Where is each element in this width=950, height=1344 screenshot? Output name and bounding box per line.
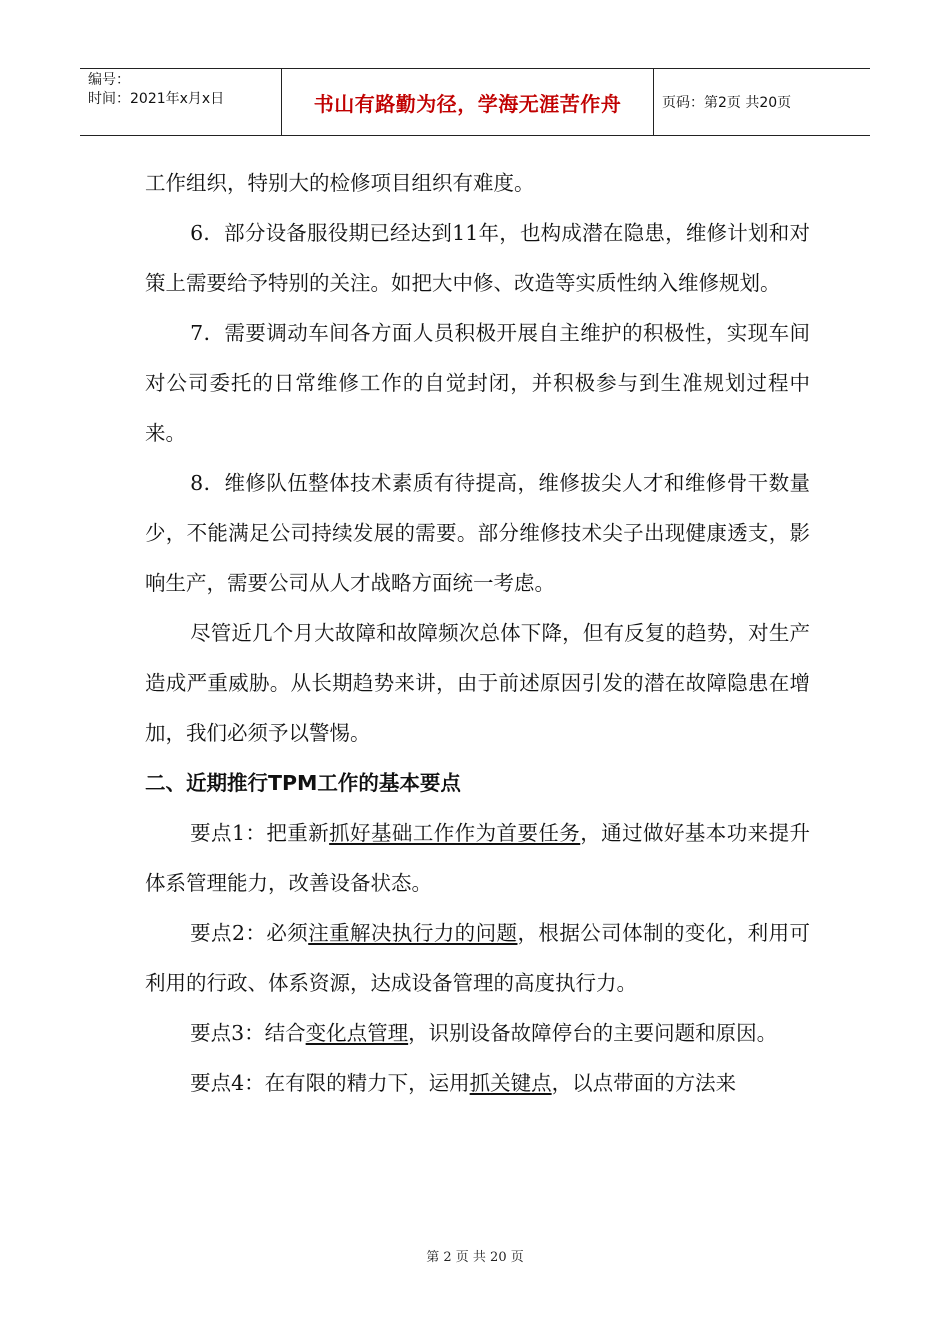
key-point-2 xyxy=(145,908,810,1008)
paragraph: 工作组织，特别大的检修项目组织有难度。 xyxy=(145,171,535,195)
key-point-emphasis: 变化点管理 xyxy=(305,1021,409,1045)
paragraph: 8．维修队伍整体技术素质有待提高，维修拔尖人才和维修骨干数量少，不能满足公司持续发展的需要。部分维修技术尖子出现健康透支，影响生产，需要公司从人才战略方面统一考虑。 xyxy=(145,471,810,595)
key-point-text: 要点1：把重新 xyxy=(190,821,330,845)
header-motto: 书山有路勤为径，学海无涯苦作舟 xyxy=(282,69,654,135)
header-page-info: 页码：第2页 共20页 xyxy=(662,95,792,111)
paragraph: 7．需要调动车间各方面人员积极开展自主维护的积极性，实现车间对公司委托的日常维修工作的自觉封闭，并积极参与到生准规划过程中来。 xyxy=(145,321,810,445)
key-point-text: ，通过做好基本功来提升体系管理能力，改善设备状态。 xyxy=(145,821,811,895)
key-point-text: 要点4：在有限的精力下，运用 xyxy=(190,1071,470,1095)
key-point-text: ，以点带面的方法来 xyxy=(551,1071,737,1095)
document-body xyxy=(145,158,810,1108)
key-point-text: ，根据公司体制的变化，利用可利用的行政、体系资源，达成设备管理的高度执行力。 xyxy=(145,921,811,995)
number-label: 编号： xyxy=(88,72,130,88)
header-meta xyxy=(80,69,282,135)
page-header xyxy=(80,68,870,136)
key-point-emphasis: 注重解决执行力的问题 xyxy=(308,921,518,945)
date-label: 时间：2021年x月x日 xyxy=(88,91,225,107)
key-point-text: 要点3：结合 xyxy=(190,1021,306,1045)
paragraph: 6．部分设备服役期已经达到11年，也构成潜在隐患，维修计划和对策上需要给予特别的关注。如把大中修、改造等实质性纳入维修规划。 xyxy=(145,221,810,295)
key-point-4 xyxy=(145,1058,810,1108)
key-point-emphasis: 抓好基础工作作为首要任务 xyxy=(329,821,581,845)
page-footer: 第 2 页 共 20 页 xyxy=(426,1250,524,1265)
section-heading: 二、近期推行TPM工作的基本要点 xyxy=(145,771,461,795)
key-point-text: 要点2：必须 xyxy=(190,921,309,945)
key-point-3 xyxy=(145,1008,810,1058)
paragraph: 尽管近几个月大故障和故障频次总体下降，但有反复的趋势，对生产造成严重威胁。从长期趋势来讲，由于前述原因引发的潜在故障隐患在增加，我们必须予以警惕。 xyxy=(145,621,810,745)
key-point-text: ，识别设备故障停台的主要问题和原因。 xyxy=(408,1021,778,1045)
key-point-1 xyxy=(145,808,810,908)
key-point-emphasis: 抓关键点 xyxy=(469,1071,552,1095)
